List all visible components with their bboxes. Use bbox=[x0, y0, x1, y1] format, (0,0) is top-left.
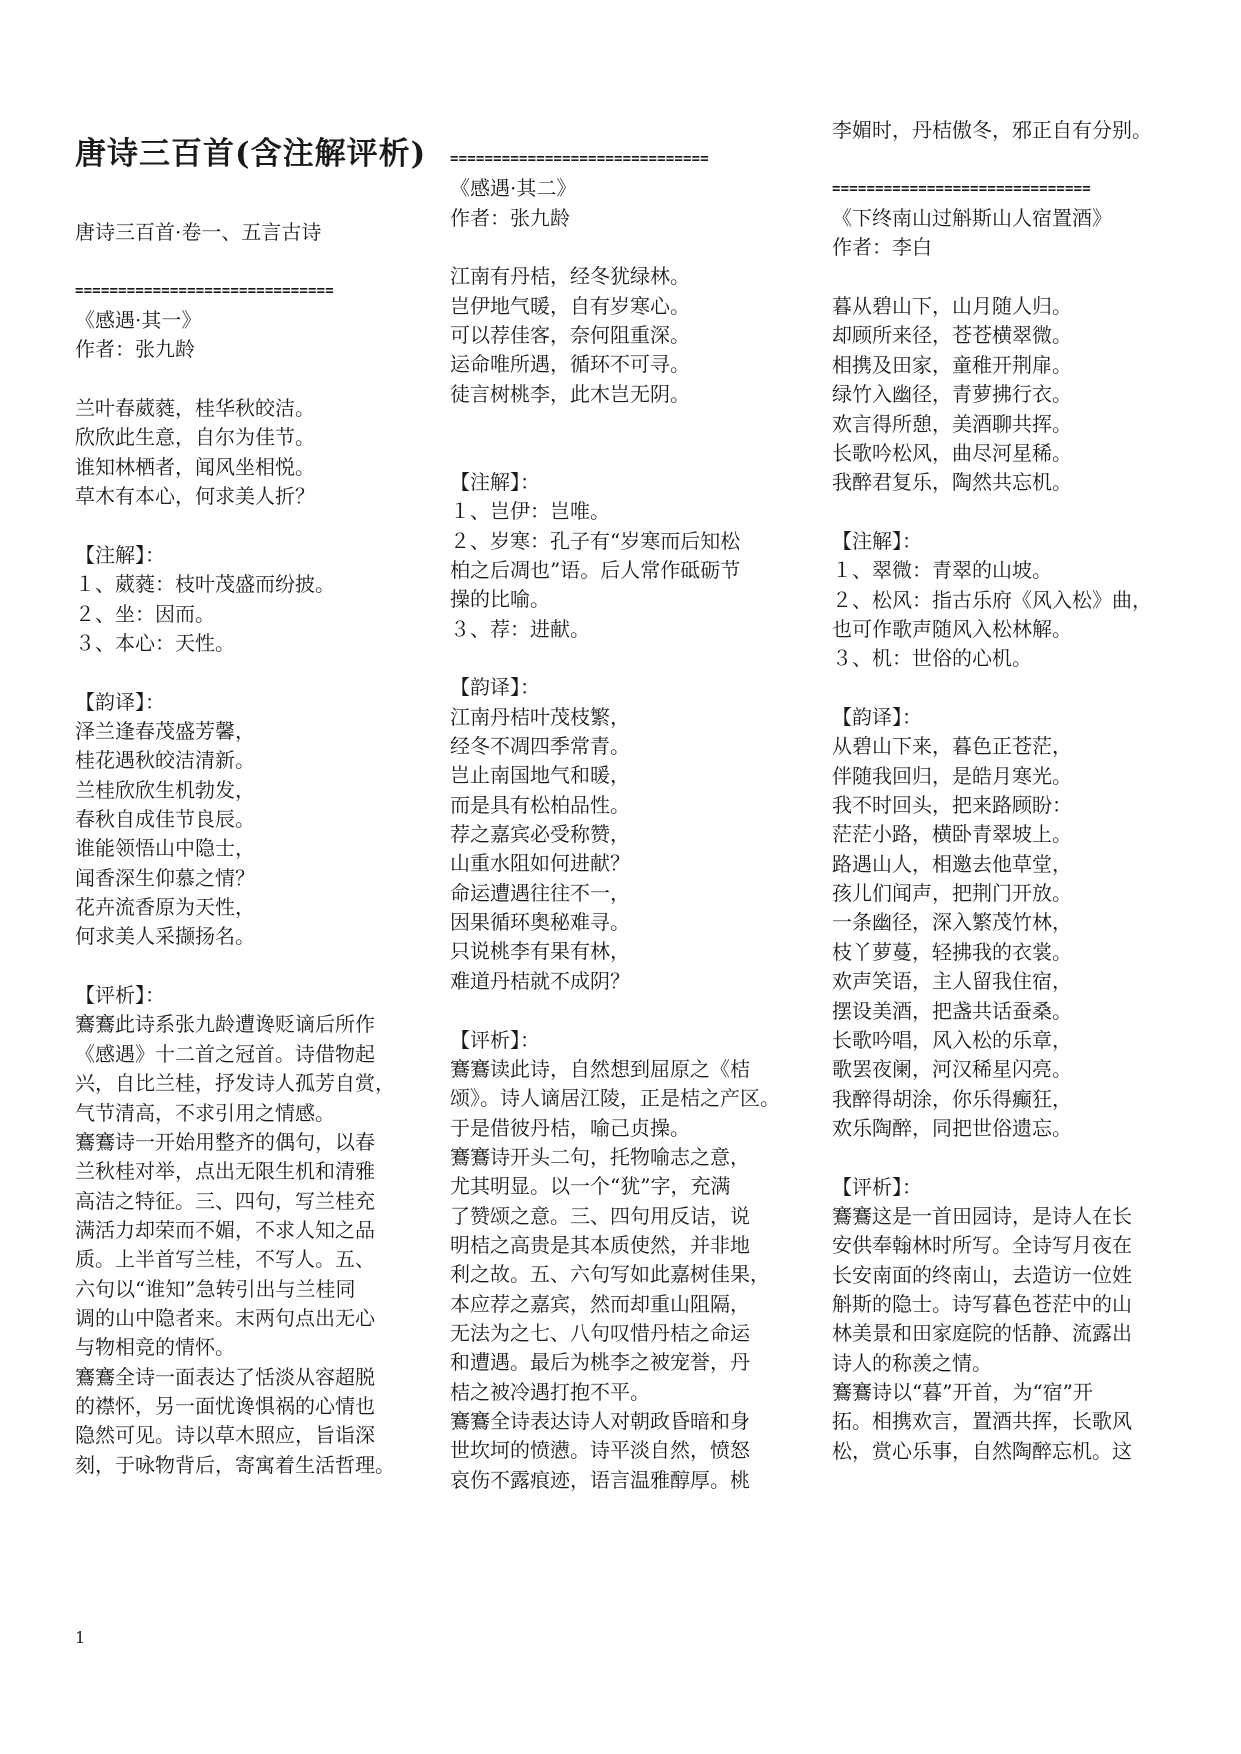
text-line: 江南丹桔叶茂枝繁， bbox=[450, 704, 630, 729]
text-line: 桂花遇秋皎洁清新。 bbox=[75, 748, 255, 773]
text-line: 泽兰逢春茂盛芳馨， bbox=[75, 718, 255, 743]
text-line: 颂》。诗人谪居江陵，正是桔之产区。 bbox=[450, 1086, 780, 1111]
text-line: 我醉君复乐，陶然共忘机。 bbox=[832, 470, 1072, 495]
text-line: 欢言得所憩，美酒聊共挥。 bbox=[832, 411, 1072, 436]
text-line: 满活力却荣而不媚，不求人知之品 bbox=[75, 1217, 375, 1242]
text-line: 隐然可见。诗以草木照应，旨诣深 bbox=[75, 1423, 375, 1448]
section-heading: 【评析】： bbox=[75, 983, 165, 1008]
text-line: 利之故。五、六句写如此嘉树佳果， bbox=[450, 1262, 770, 1287]
text-line: １、翠微：青翠的山坡。 bbox=[832, 558, 1052, 583]
text-line: 鶱鶱这是一首田园诗，是诗人在长 bbox=[832, 1203, 1132, 1228]
text-line: 欢声笑语，主人留我住宿， bbox=[832, 969, 1072, 994]
text-line: 和遭遇。最后为桃李之被宠誉，丹 bbox=[450, 1350, 750, 1375]
author-line: 作者：张九龄 bbox=[450, 205, 570, 230]
text-line: 桔之被冷遇打抱不平。 bbox=[450, 1379, 650, 1404]
text-line: 难道丹桔就不成阴？ bbox=[450, 968, 630, 993]
text-line: 兰桂欣欣生机勃发， bbox=[75, 777, 255, 802]
separator-line: ============================== bbox=[450, 151, 709, 167]
poem-title: 《感遇·其二》 bbox=[450, 176, 577, 201]
text-line: 岂止南国地气和暖， bbox=[450, 763, 630, 788]
text-line: 绿竹入幽径，青萝拂行衣。 bbox=[832, 382, 1072, 407]
section-heading: 【注解】： bbox=[832, 528, 922, 553]
text-line: 与物相竞的情怀。 bbox=[75, 1335, 235, 1360]
section-heading: 【韵译】： bbox=[832, 705, 922, 729]
section-heading: 【评析】： bbox=[832, 1174, 922, 1199]
text-line: 哀伤不露痕迹，语言温雅醇厚。桃 bbox=[450, 1467, 750, 1492]
text-line: 茫茫小路，横卧青翠坡上。 bbox=[832, 822, 1072, 847]
text-line: 诗人的称羡之情。 bbox=[832, 1350, 992, 1375]
section-heading: 【韵译】： bbox=[75, 689, 165, 714]
text-line: 山重水阻如何进献？ bbox=[450, 851, 630, 876]
text-line: 枝丫萝蔓，轻拂我的衣裳。 bbox=[832, 939, 1072, 964]
text-line: 斛斯的隐士。诗写暮色苍茫中的山 bbox=[832, 1292, 1132, 1316]
text-line: 经冬不凋四季常青。 bbox=[450, 734, 630, 758]
text-line: 荐之嘉宾必受称赞， bbox=[450, 822, 630, 847]
text-line: 鶱鶱诗以“暮”开首，为“宿”开 bbox=[832, 1380, 1093, 1405]
text-line: 歌罢夜阑，河汉稀星闪亮。 bbox=[832, 1057, 1072, 1082]
section-heading: 【韵译】： bbox=[450, 675, 540, 700]
text-line: 于是借彼丹桔，喻己贞操。 bbox=[450, 1115, 690, 1140]
text-line: 因果循环奥秘难寻。 bbox=[450, 910, 630, 935]
text-line: 我醉得胡涂，你乐得癫狂， bbox=[832, 1086, 1072, 1111]
text-line: 可以荐佳客，奈何阻重深。 bbox=[450, 323, 690, 348]
section-heading: 【注解】： bbox=[75, 542, 165, 567]
text-line: 柏之后凋也”语。后人常作砥砺节 bbox=[450, 557, 741, 582]
text-line: 本应荐之嘉宾，然而却重山阻隔， bbox=[450, 1291, 750, 1316]
text-line: 而是具有松柏品性。 bbox=[450, 792, 630, 817]
text-line: 从碧山下来，暮色正苍茫， bbox=[832, 734, 1072, 759]
text-line: 命运遭遇往往不一， bbox=[450, 880, 630, 905]
poem-title: 《下终南山过斛斯山人宿置酒》 bbox=[832, 206, 1112, 231]
text-line: 气节清高，不求引用之情感。 bbox=[75, 1100, 335, 1125]
text-line: ３、机：世俗的心机。 bbox=[832, 646, 1032, 671]
separator-line: ============================== bbox=[832, 180, 1091, 197]
text-line: 调的山中隐者来。末两句点出无心 bbox=[75, 1305, 375, 1330]
poem-title: 《感遇·其一》 bbox=[75, 308, 202, 333]
text-line: 兰叶春葳蕤，桂华秋皎洁。 bbox=[75, 396, 315, 421]
text-line: 鶱鶱读此诗，自然想到屈原之《桔 bbox=[450, 1056, 750, 1081]
text-line: 欢乐陶醉，同把世俗遗忘。 bbox=[832, 1115, 1072, 1140]
text-line: 了赞颂之意。三、四句用反诘，说 bbox=[450, 1203, 750, 1228]
text-line: 徒言树桃李，此木岂无阴。 bbox=[450, 381, 690, 406]
text-line: 尤其明显。以一个“犹”字，充满 bbox=[450, 1174, 731, 1199]
page-number: 1 bbox=[75, 1628, 86, 1647]
text-line: 伴随我回归，是皓月寒光。 bbox=[832, 763, 1072, 788]
text-line: 鶱鶱全诗表达诗人对朝政昏暗和身 bbox=[450, 1409, 750, 1434]
text-line: 明桔之高贵是其本质使然，并非地 bbox=[450, 1232, 750, 1257]
text-line: ２、岁寒：孔子有“岁寒而后知松 bbox=[450, 528, 741, 553]
separator-line: ============================== bbox=[75, 282, 334, 299]
text-line: 我不时回头，把来路顾盼： bbox=[832, 793, 1072, 818]
text-line: 孩儿们闻声，把荆门开放。 bbox=[832, 881, 1072, 906]
text-line: 草木有本心，何求美人折？ bbox=[75, 484, 315, 509]
text-line: 世坎坷的愤懑。诗平淡自然，愤怒 bbox=[450, 1438, 750, 1463]
author-line: 作者：张九龄 bbox=[75, 337, 195, 362]
text-line: ３、荐：进献。 bbox=[450, 616, 590, 641]
text-line: 岂伊地气暖，自有岁寒心。 bbox=[450, 293, 690, 318]
text-line: １、岂伊：岂唯。 bbox=[450, 499, 610, 524]
text-line: 李媚时，丹桔傲冬，邪正自有分别。 bbox=[832, 118, 1152, 142]
text-line: 谁能领悟山中隐士， bbox=[75, 836, 255, 861]
text-line: 欣欣此生意，自尔为佳节。 bbox=[75, 425, 315, 450]
text-line: ２、松风：指古乐府《风入松》曲， bbox=[832, 587, 1152, 612]
text-line: 何求美人采撷扬名。 bbox=[75, 924, 255, 949]
text-line: 谁知林栖者，闻风坐相悦。 bbox=[75, 454, 315, 479]
text-line: 运命唯所遇，循环不可寻。 bbox=[450, 352, 690, 377]
poem-title: 《感遇》十二首之冠首。诗借物起 bbox=[75, 1041, 375, 1066]
section-heading: 【注解】： bbox=[450, 469, 540, 494]
text-line: 六句以“谁知”急转引出与兰桂同 bbox=[75, 1276, 356, 1301]
text-line: 一条幽径，深入繁茂竹林， bbox=[832, 910, 1072, 935]
text-line: 只说桃李有果有林， bbox=[450, 939, 630, 964]
text-line: 质。上半首写兰桂，不写人。五、 bbox=[75, 1247, 375, 1272]
text-line: 鶱鶱全诗一面表达了恬淡从容超脱 bbox=[75, 1364, 375, 1389]
text-line: 路遇山人，相邀去他草堂， bbox=[832, 851, 1072, 876]
text-line: 高洁之特征。三、四句，写兰桂充 bbox=[75, 1188, 375, 1213]
text-line: 唐诗三百首·卷一、五言古诗 bbox=[75, 220, 322, 244]
text-line: 长歌吟松风，曲尽河星稀。 bbox=[832, 440, 1072, 465]
text-line: 松，赏心乐事，自然陶醉忘机。这 bbox=[832, 1438, 1132, 1463]
text-line: 兰秋桂对举，点出无限生机和清雅 bbox=[75, 1159, 375, 1184]
text-line: 拓。相携欢言，置酒共挥，长歌风 bbox=[832, 1409, 1132, 1434]
text-line: 无法为之七、八句叹惜丹桔之命运 bbox=[450, 1321, 750, 1345]
text-line: 林美景和田家庭院的恬静、流露出 bbox=[832, 1321, 1132, 1346]
text-line: 闻香深生仰慕之情？ bbox=[75, 865, 255, 890]
text-line: １、葳蕤：枝叶茂盛而纷披。 bbox=[75, 572, 335, 597]
document-title: 唐诗三百首(含注解评析) bbox=[75, 136, 427, 172]
text-line: 却顾所来径，苍苍横翠微。 bbox=[832, 323, 1072, 348]
text-line: 相携及田家，童稚开荆扉。 bbox=[832, 352, 1072, 377]
text-line: ２、坐：因而。 bbox=[75, 601, 215, 626]
text-line: 江南有丹桔，经冬犹绿林。 bbox=[450, 264, 690, 289]
text-line: 鶱鶱诗开头二句，托物喻志之意， bbox=[450, 1144, 750, 1169]
text-line: 花卉流香原为天性， bbox=[75, 895, 255, 920]
text-line: 刻，于咏物背后，寄寓着生活哲理。 bbox=[75, 1452, 395, 1477]
section-heading: 【评析】： bbox=[450, 1027, 540, 1052]
text-line: 鶱鶱此诗系张九龄遭谗贬谪后所作 bbox=[75, 1012, 375, 1037]
text-line: ３、本心：天性。 bbox=[75, 630, 235, 655]
author-line: 作者：李白 bbox=[832, 235, 932, 260]
text-line: 摆设美酒，把盏共话蚕桑。 bbox=[832, 998, 1072, 1023]
text-line: 鶱鶱诗一开始用整齐的偶句，以春 bbox=[75, 1129, 375, 1154]
text-line: 暮从碧山下，山月随人归。 bbox=[832, 294, 1072, 319]
text-line: 长歌吟唱，风入松的乐章， bbox=[832, 1027, 1072, 1052]
text-line: 操的比喻。 bbox=[450, 587, 550, 612]
text-line: 春秋自成佳节良辰。 bbox=[75, 807, 255, 831]
text-line: 长安南面的终南山，去造访一位姓 bbox=[832, 1262, 1132, 1287]
text-line: 也可作歌声随风入松林解。 bbox=[832, 616, 1072, 641]
text-line: 的襟怀，另一面忧谗惧祸的心情也 bbox=[75, 1394, 375, 1418]
text-line: 兴，自比兰桂，抒发诗人孤芳自赏， bbox=[75, 1071, 395, 1096]
text-line: 安供奉翰林时所写。全诗写月夜在 bbox=[832, 1233, 1132, 1258]
